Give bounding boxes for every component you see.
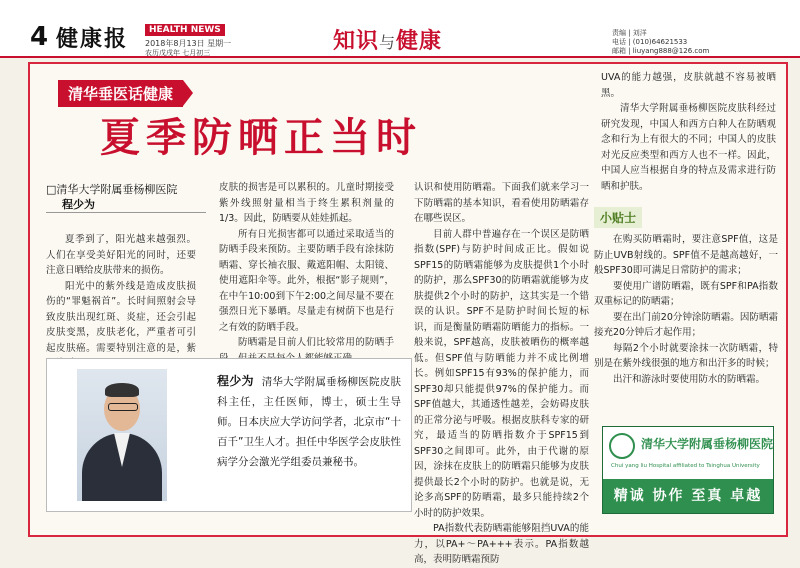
tip-item: 要在出门前20分钟涂防晒霜。因防晒霜接充20分钟后才起作用； bbox=[594, 311, 778, 338]
portrait-glasses bbox=[108, 403, 138, 411]
tips-list bbox=[594, 232, 778, 387]
article-column-4 bbox=[601, 70, 776, 194]
tip-item: 出汗和游泳时要使用防水的防晒霜。 bbox=[613, 373, 766, 385]
hospital-ad-banner bbox=[603, 427, 773, 479]
paragraph: 防晒霜是目前人们比较常用的防晒手 bbox=[238, 337, 394, 348]
masthead bbox=[0, 0, 800, 58]
tips-tag: 小贴士 bbox=[594, 207, 642, 228]
hospital-name-en: Chui yang liu Hospital affiliated to Tsinghua University bbox=[611, 463, 760, 469]
section-title-left: 知识 bbox=[333, 28, 380, 54]
column-tag-label: 清华垂医话健康 bbox=[68, 85, 174, 103]
paragraph: 认识和使用防晒霜。下面我们就来学习一下防晒霜的基本知识，看看使用防晒霜存在哪些误区。 bbox=[414, 182, 589, 224]
paragraph: 所有日光损害都可以通过采取适当的防晒手段来预防。主要防晒手段有涂抹防晒霜、穿长袖衣服、戴遮阳帽、太阳镜、使用遮阳伞等。此外，根据“影子规则”，在中午10:00到下午2:00之间尽量不要在强烈日光下暴晒。尽量走有树荫下也是行之有效的防晒手段。 bbox=[219, 228, 394, 333]
hospital-ad bbox=[602, 426, 774, 514]
paper-logo: 健康报 bbox=[56, 26, 129, 52]
bio-description: 清华大学附属垂杨柳医院皮肤科主任，主任医师，博士，硕士生导师。日本庆应大学访问学者，北京市“十百千”卫生人才。担任中华医学会皮肤性病学分会激光学组委员兼秘书。 bbox=[217, 376, 401, 468]
section-title-and: 与 bbox=[379, 33, 397, 52]
lunar-date: 农历戊戌年 七月初三 bbox=[145, 49, 211, 57]
editor-email: 邮箱 | liuyang888@126.com bbox=[612, 47, 710, 55]
tip-item: 要使用广谱防晒霜，既有SPF和PA指数双重标记的防晒霜； bbox=[594, 280, 778, 307]
hospital-motto: 精诚 协作 至真 卓越 bbox=[613, 488, 763, 504]
tip-item: 每隔2个小时就要涂抹一次防晒霜，特别是在紫外线很强的地方和出汗多的时候； bbox=[594, 342, 778, 369]
portrait-hair bbox=[105, 383, 139, 397]
section-title bbox=[333, 24, 442, 55]
author-portrait bbox=[77, 369, 167, 501]
paragraph: 阳光中的紫外线是造成皮肤损伤的“罪魁祸首”。长时间照射会导致皮肤出现红斑、炎症，还会引起皮肤变黑，皮肤老化，严重者可引起皮肤癌。需要特别注意的是，紫 bbox=[46, 280, 196, 354]
paragraph: 目前人群中普遍存在一个误区是防晒指数(SPF)与防护时间成正比。假如说SPF15的防晒霜能够为皮肤提供1个小时的防护，那么SPF30的防晒霜就能够为皮肤提供2个小时的防护，这其实是一个错误的认识。SPF不是防护时间长短的标识，而是衡量防晒霜防晒能力的指标。一般来说，SPF越高，皮肤被晒伤的概率越低。但SPF值与防晒能力并不成比例增长。例如SPF15有93%的保护能力，而SPF30却只能提供97%的保护能力。而SPF值越大，其通透性越差，会妨碍皮肤的正常分泌与呼吸。根据皮肤科专家的研究，最适当的防晒指数介于SPF15到SPF30之间即可。此外，由于代谢的原因，涂抹在皮肤上的防晒霜只能够为皮肤提供最长2个小时的防护。也就是说，无论多高SPF的防晒霜，最多只能持续2个小时的防护效果。 bbox=[414, 228, 589, 519]
column-tag bbox=[58, 80, 183, 107]
bio-name: 程少为 bbox=[217, 374, 254, 388]
page-number: 4 bbox=[30, 22, 49, 52]
paragraph: 清华大学附属垂杨柳医院皮肤科经过研究发现，中国人和西方白种人在防晒观念和行为上有很大的不同；中国人的皮肤对光反应类型和西方人也不一样。因此，中国人应当根据自身的特点及需求进行防晒和护肤。 bbox=[601, 103, 776, 192]
hospital-emblem-icon bbox=[609, 433, 635, 459]
article-column-3 bbox=[414, 180, 589, 568]
author-affiliation: □清华大学附属垂杨柳医院 bbox=[46, 183, 178, 196]
article-column-1 bbox=[46, 232, 196, 372]
editor-info bbox=[612, 29, 709, 56]
paragraph: PA指数代表防晒霜能够阻挡UVA的能力，以PA+～PA+++表示。PA指数越高，表明防晒霜预防 bbox=[414, 523, 589, 565]
editor-name: 责编 | 刘洋 bbox=[612, 29, 647, 37]
issue-date: 2018年8月13日 星期一 bbox=[145, 39, 232, 48]
article-column-2 bbox=[219, 180, 394, 366]
byline-divider bbox=[46, 212, 206, 213]
author-bio-box bbox=[46, 358, 412, 512]
author-name: 程少为 bbox=[62, 198, 95, 211]
byline bbox=[46, 182, 177, 212]
author-bio-text bbox=[217, 371, 401, 472]
article-title: 夏季防晒正当时 bbox=[100, 115, 422, 161]
section-title-right: 健康 bbox=[396, 28, 443, 54]
tip-item: 在购买防晒霜时，要注意SPF值，这是防止UVB射线的。SPF值不是越高越好，一般SPF30即可满足日常防护的需求； bbox=[594, 234, 778, 276]
hospital-name: 清华大学附属垂杨柳医院 bbox=[641, 437, 774, 451]
paragraph: 皮肤的损害是可以累积的。儿童时期接受紫外线照射量相当于终生累积剂量的1/3。因此，防晒要从娃娃抓起。 bbox=[219, 182, 394, 224]
editor-phone: 电话 | (010)64621533 bbox=[612, 38, 688, 46]
paragraph: 夏季到了，阳光越来越强烈。人们在享受美好阳光的同时，还要注意日晒给皮肤带来的损伤。 bbox=[46, 234, 196, 276]
paragraph: UVA的能力越强，皮肤就越不容易被晒黑。 bbox=[601, 72, 776, 99]
paper-english-name: HEALTH NEWS bbox=[145, 24, 225, 36]
column-tag-arrow-icon bbox=[183, 80, 193, 106]
